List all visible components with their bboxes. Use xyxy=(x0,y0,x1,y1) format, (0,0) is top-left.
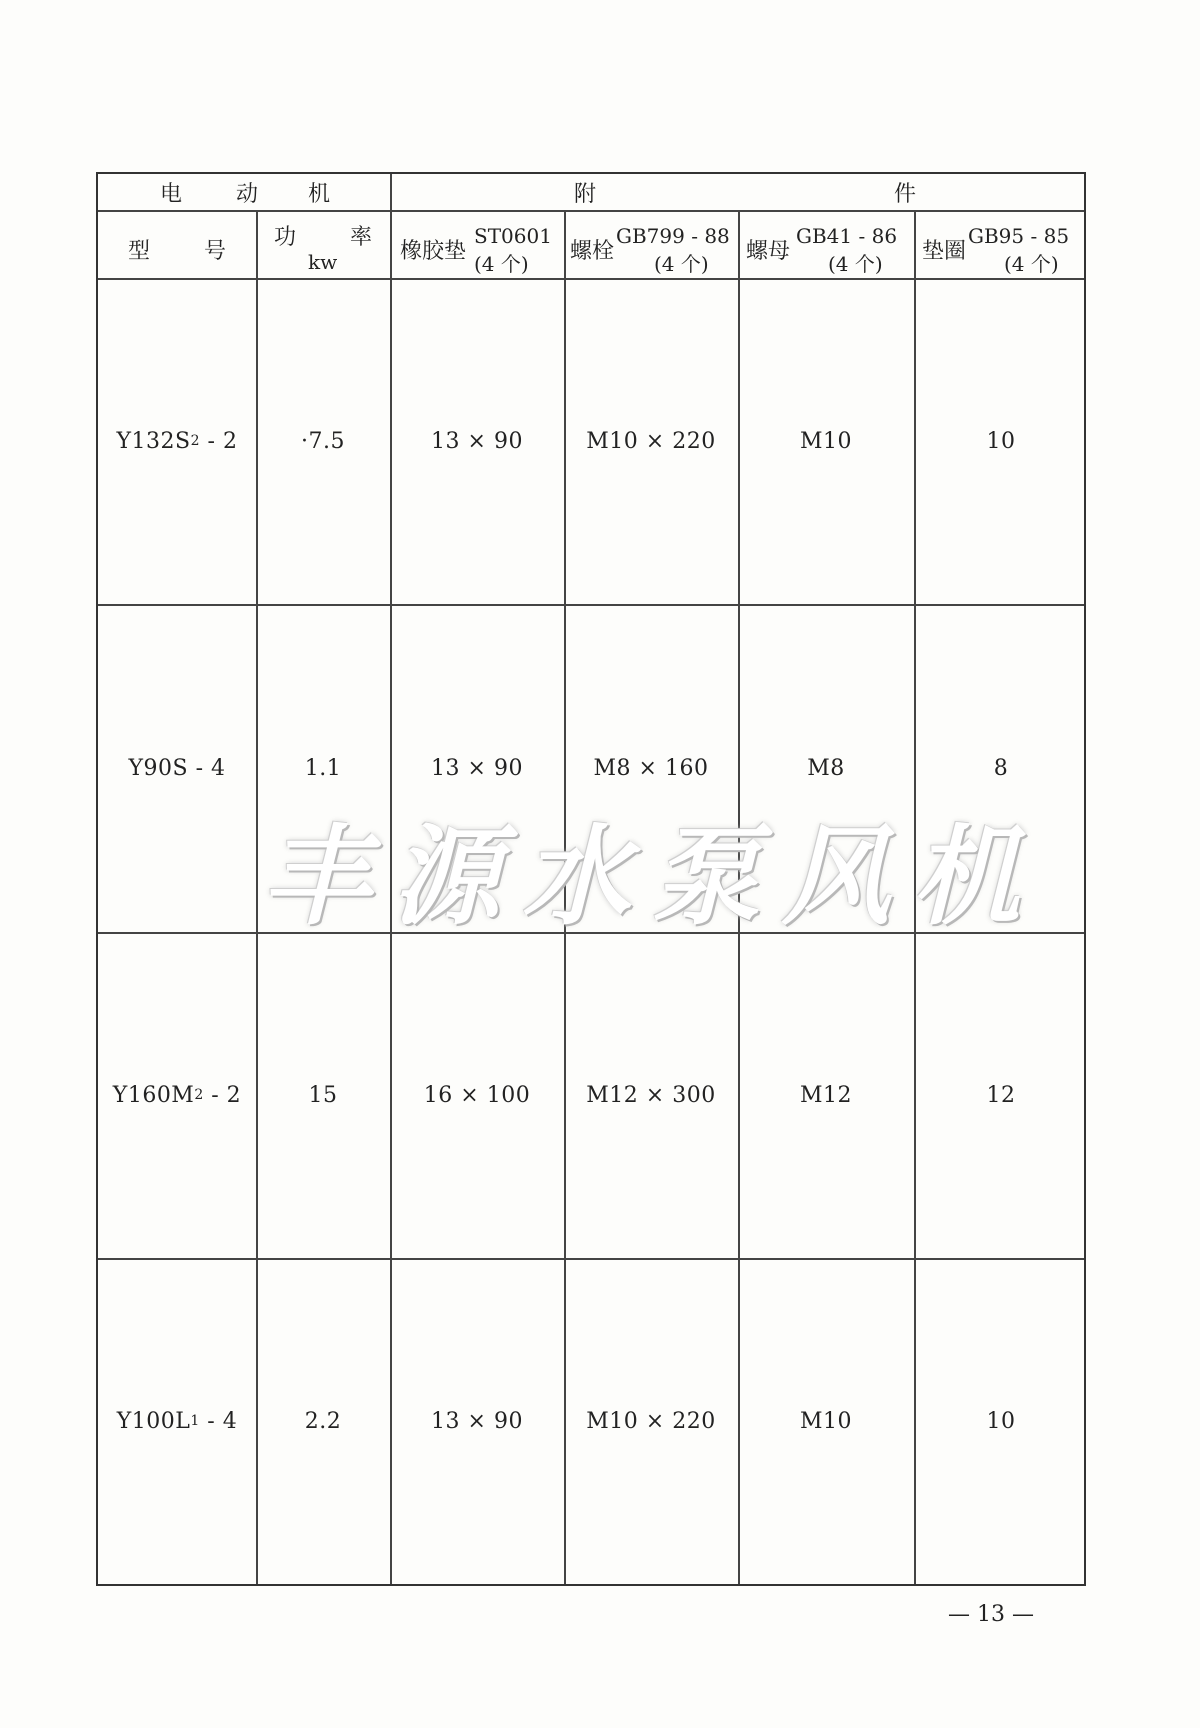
nut-cell: M12 xyxy=(799,1082,853,1108)
model-header-char-1: 型 xyxy=(128,239,151,264)
pad-cell: 16 × 100 xyxy=(423,1082,531,1108)
pad-cell: 13 × 90 xyxy=(431,1408,523,1434)
power-header xyxy=(256,210,390,278)
washer-header xyxy=(914,210,1088,278)
washer-header-name: 垫圈 xyxy=(922,239,967,264)
washer-cell: 10 xyxy=(986,1408,1016,1434)
nut-header xyxy=(738,210,914,278)
pad-header-name: 橡胶垫 xyxy=(400,239,467,264)
pad-header xyxy=(390,210,564,278)
bolt-header xyxy=(564,210,738,278)
accessories-group-header xyxy=(390,174,1088,210)
motor-char-2: 动 xyxy=(236,181,259,207)
motor-group-header xyxy=(98,174,390,210)
power-header-char-2: 率 xyxy=(350,225,373,250)
nut-header-name: 螺母 xyxy=(746,239,791,264)
washer-header-qty: (4 个) xyxy=(1004,252,1059,276)
motor-char-1: 电 xyxy=(160,181,183,207)
model-header-char-2: 号 xyxy=(204,239,227,264)
accessories-char-1: 附 xyxy=(574,181,597,207)
power-cell: ·7.5 xyxy=(301,428,345,454)
nut-cell: M10 xyxy=(799,1408,853,1434)
model-subscript: 2 xyxy=(190,433,201,449)
bolt-cell: M10 × 220 xyxy=(586,428,716,454)
power-header-char-1: 功 xyxy=(274,225,297,250)
bolt-header-std: GB799 - 88 xyxy=(616,224,730,248)
model-suffix: - 2 xyxy=(203,1082,242,1108)
model-suffix: - 4 xyxy=(199,1408,238,1434)
washer-cell: 12 xyxy=(986,1082,1016,1108)
power-unit: kw xyxy=(308,250,338,274)
nut-header-qty: (4 个) xyxy=(828,252,883,276)
bolt-header-qty: (4 个) xyxy=(654,252,709,276)
model-cell xyxy=(98,604,256,932)
motor-char-3: 机 xyxy=(308,181,331,207)
power-cell: 15 xyxy=(308,1082,338,1108)
washer-cell: 8 xyxy=(993,755,1009,781)
bolt-header-name: 螺栓 xyxy=(570,239,615,264)
watermark: 丰源水泵风机 xyxy=(262,814,1043,940)
model-name: Y132S xyxy=(116,428,191,454)
page-number: — 13 — xyxy=(948,1602,1034,1627)
model-cell xyxy=(98,932,256,1258)
model-name: Y100L xyxy=(116,1408,191,1434)
model-name: Y90S - 4 xyxy=(128,755,226,781)
washer-header-std: GB95 - 85 xyxy=(968,224,1070,248)
power-cell: 1.1 xyxy=(304,755,342,781)
pad-cell: 13 × 90 xyxy=(431,428,523,454)
model-subscript: 2 xyxy=(194,1087,204,1103)
nut-header-std: GB41 - 86 xyxy=(796,224,898,248)
model-suffix: - 2 xyxy=(200,428,238,454)
pad-header-std: ST0601 xyxy=(474,224,552,248)
pad-header-qty: (4 个) xyxy=(474,252,529,276)
power-cell: 2.2 xyxy=(304,1408,342,1434)
model-cell xyxy=(98,1258,256,1584)
model-header xyxy=(98,210,256,278)
accessories-char-2: 件 xyxy=(894,181,917,207)
pad-cell: 13 × 90 xyxy=(431,755,523,781)
model-subscript: 1 xyxy=(190,1413,200,1429)
bolt-cell: M12 × 300 xyxy=(586,1082,716,1108)
bolt-cell: M8 × 160 xyxy=(593,755,709,781)
washer-cell: 10 xyxy=(986,428,1016,454)
bolt-cell: M10 × 220 xyxy=(586,1408,716,1434)
model-cell xyxy=(98,278,256,604)
nut-cell: M10 xyxy=(799,428,853,454)
nut-cell: M8 xyxy=(807,755,845,781)
model-name: Y160M xyxy=(112,1082,195,1108)
